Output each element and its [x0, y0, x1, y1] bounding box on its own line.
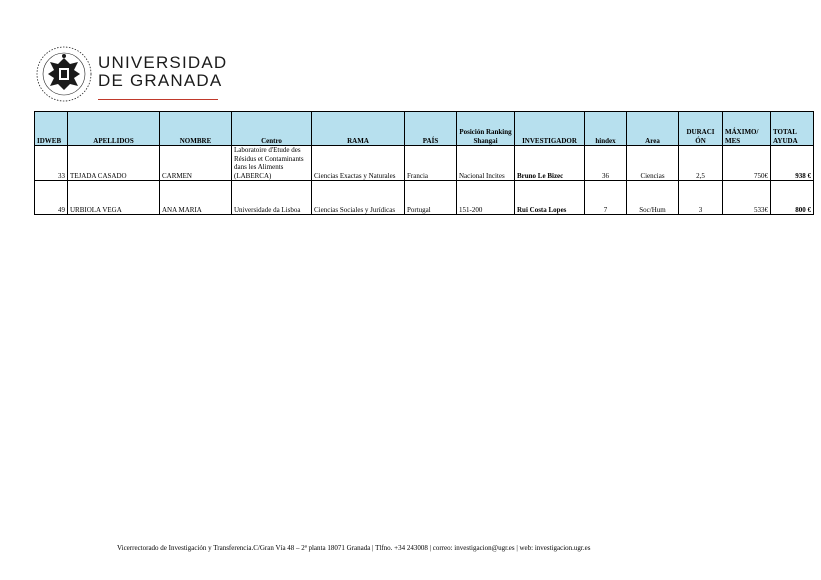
- cell-idweb: 33: [35, 146, 68, 181]
- cell-maximo: 750€: [723, 146, 771, 181]
- col-header-area: Area: [627, 112, 679, 146]
- cell-idweb: 49: [35, 181, 68, 215]
- cell-duracion: 3: [679, 181, 723, 215]
- university-name: [98, 54, 227, 90]
- cell-area: Soc/Hum: [627, 181, 679, 215]
- cell-centro: Universidade da Lisboa: [232, 181, 312, 215]
- cell-maximo: 533€: [723, 181, 771, 215]
- col-header-ranking: Posición Ranking Shangai: [457, 112, 515, 146]
- col-header-duracion: DURACI ÓN: [679, 112, 723, 146]
- table-header-row: [35, 112, 814, 146]
- col-header-nombre: NOMBRE: [160, 112, 232, 146]
- col-header-apellidos: APELLIDOS: [68, 112, 160, 146]
- col-header-centro: Centro: [232, 112, 312, 146]
- cell-total: 938 €: [771, 146, 814, 181]
- col-header-rama: RAMA: [312, 112, 405, 146]
- cell-nombre: ANA MARIA: [160, 181, 232, 215]
- cell-apellidos: TEJADA CASADO: [68, 146, 160, 181]
- university-name-line2: DE GRANADA: [98, 71, 223, 90]
- cell-hindex: 36: [585, 146, 627, 181]
- table-row: [35, 181, 814, 215]
- grants-table: [34, 111, 814, 215]
- table-row: [35, 146, 814, 181]
- col-header-pais: PAÍS: [405, 112, 457, 146]
- university-name-line1: UNIVERSIDAD: [98, 53, 228, 72]
- cell-ranking: Nacional Incites: [457, 146, 515, 181]
- col-header-maximo: MÁXIMO/ MES: [723, 112, 771, 146]
- cell-pais: Portugal: [405, 181, 457, 215]
- cell-investigador: Rui Costa Lopes: [515, 181, 585, 215]
- col-header-investigador: INVESTIGADOR: [515, 112, 585, 146]
- cell-apellidos: URBIOLA VEGA: [68, 181, 160, 215]
- cell-rama: Ciencias Sociales y Jurídicas: [312, 181, 405, 215]
- cell-rama: Ciencias Exactas y Naturales: [312, 146, 405, 181]
- page-footer: Vicerrectorado de Investigación y Transferencia.C/Gran Vía 48 – 2ª planta 18071 Granada | Tlfno. +34 243008 | correo: investigacion@ugr.es | web: investigacion.ugr.es: [117, 544, 591, 552]
- col-header-hindex: hindex: [585, 112, 627, 146]
- col-header-idweb: IDWEB: [35, 112, 68, 146]
- university-logo: [34, 44, 228, 104]
- cell-duracion: 2,5: [679, 146, 723, 181]
- cell-centro: Laboratoire d'Etude des Résidus et Contaminants dans les Aliments (LABERCA): [232, 146, 312, 181]
- cell-area: Ciencias: [627, 146, 679, 181]
- cell-investigador: Bruno Le Bizec: [515, 146, 585, 181]
- cell-nombre: CARMEN: [160, 146, 232, 181]
- col-header-total: TOTAL AYUDA: [771, 112, 814, 146]
- cell-pais: Francia: [405, 146, 457, 181]
- logo-underline: [98, 99, 218, 100]
- cell-total: 800 €: [771, 181, 814, 215]
- cell-ranking: 151-200: [457, 181, 515, 215]
- cell-hindex: 7: [585, 181, 627, 215]
- university-crest-icon: [34, 44, 96, 104]
